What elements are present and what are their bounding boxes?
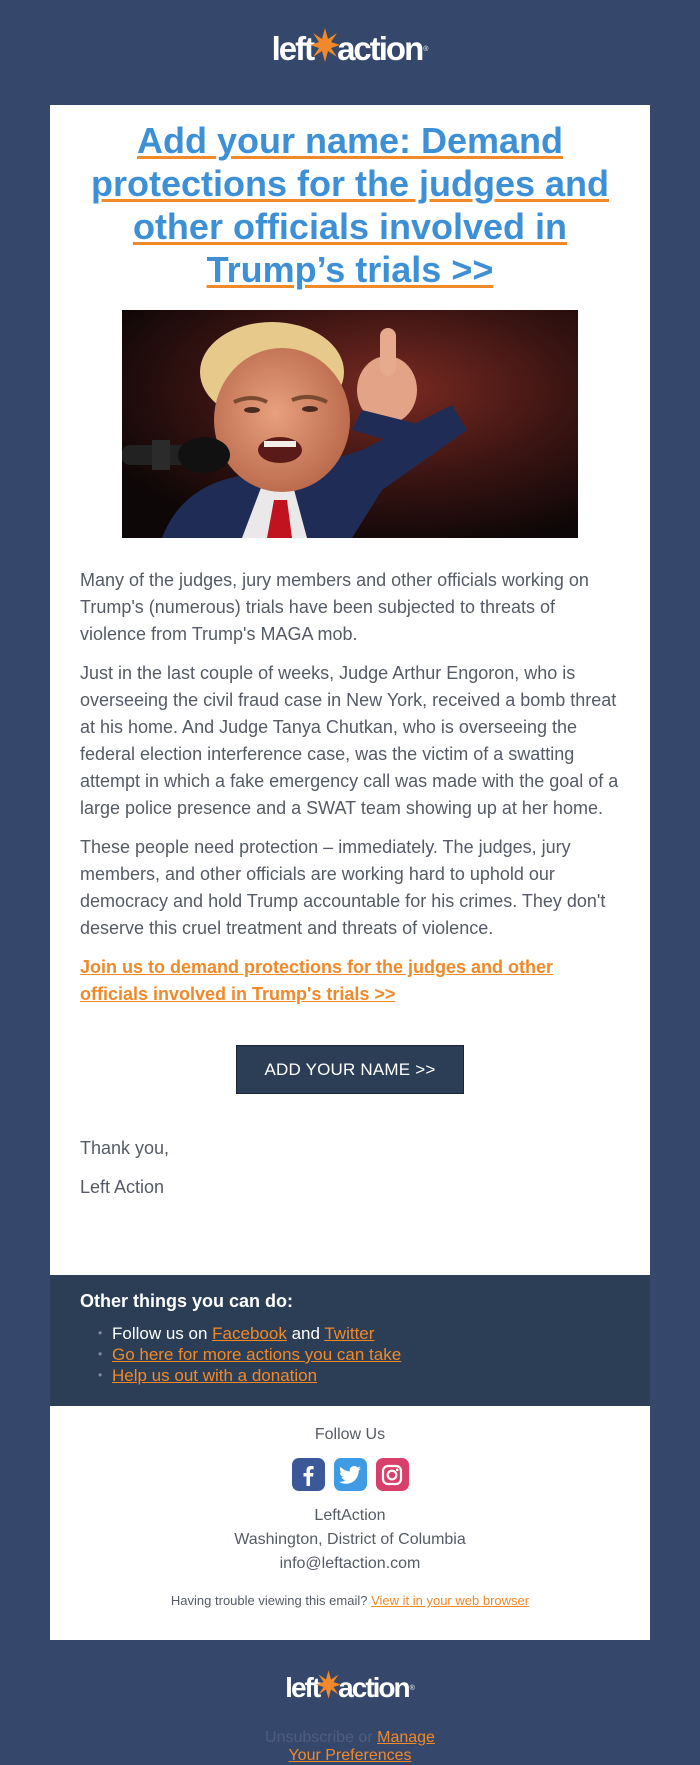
unsubscribe-line xyxy=(0,1729,700,1747)
list-item xyxy=(112,1323,401,1344)
logo-text-left: left xyxy=(285,1672,320,1703)
more-actions-link[interactable]: Go here for more actions you can take xyxy=(112,1345,402,1364)
add-your-name-button[interactable]: ADD YOUR NAME >> xyxy=(236,1045,464,1094)
list-item xyxy=(112,1365,401,1386)
donation-link[interactable]: Help us out with a donation xyxy=(112,1366,318,1385)
header-logo-wrap xyxy=(0,28,700,70)
footer-logo-wrap xyxy=(0,1670,700,1706)
preferences-line xyxy=(0,1747,700,1765)
org-location: Washington, District of Columbia xyxy=(234,1531,466,1548)
headline-link[interactable]: Add your name: Demand protections for the judges and other officials involved in Trump’s trials >> xyxy=(90,120,610,290)
paragraph-2: Just in the last couple of weeks, Judge Arthur Engoron, who is overseeing the civil fraud case in New York, received a bomb threat at his home. And Judge Tanya Chutkan, who is overseeing the federal election interference case, was the victim of a swatting attempt in which a fake emergency call was made with the goal of a large police presence and a SWAT team showing up at her home. xyxy=(80,663,619,818)
other-actions-panel xyxy=(50,1275,650,1406)
logo-text-right: action xyxy=(337,30,423,67)
other-actions-heading: Other things you can do: xyxy=(80,1291,294,1311)
cta-link[interactable]: Join us to demand protections for the judges and other officials involved in Trump's trials >> xyxy=(80,957,554,1004)
unsubscribe-link[interactable]: Unsubscribe xyxy=(265,1729,354,1746)
starburst-icon xyxy=(316,1670,341,1706)
starburst-icon xyxy=(310,28,340,70)
photo-illustration xyxy=(122,310,578,538)
manage-link[interactable]: Manage xyxy=(377,1729,435,1746)
facebook-link[interactable]: Facebook xyxy=(212,1324,287,1343)
org-email: info@leftaction.com xyxy=(279,1555,421,1572)
thanks-text: Thank you, xyxy=(80,1138,170,1158)
and-text: and xyxy=(286,1324,325,1343)
logo-text-left: left xyxy=(271,30,314,67)
paragraph-1: Many of the judges, jury members and other officials working on Trump's (numerous) trials have been subjected to threats of violence from Trump's MAGA mob. xyxy=(80,570,589,644)
paragraph-3: These people need protection – immediately. The judges, jury members, and other officials are working hard to uphold our democracy and hold Trump accountable for his crimes. They don't deserve this cruel treatment and threats of violence. xyxy=(80,837,606,938)
logo-text-right: action xyxy=(338,1672,409,1703)
trouble-viewing xyxy=(50,1593,650,1608)
trouble-text: Having trouble viewing this email? xyxy=(170,1593,372,1608)
headline xyxy=(80,119,620,291)
preferences-link[interactable]: Your Preferences xyxy=(288,1747,412,1764)
follow-prefix: Follow us on xyxy=(112,1324,213,1343)
leftaction-logo[interactable] xyxy=(272,28,429,70)
instagram-icon[interactable] xyxy=(376,1458,409,1491)
twitter-link[interactable]: Twitter xyxy=(324,1324,375,1343)
facebook-icon[interactable] xyxy=(292,1458,325,1491)
email-card xyxy=(50,105,650,1640)
leftaction-logo-footer[interactable] xyxy=(285,1670,415,1706)
social-icons xyxy=(50,1458,650,1491)
follow-us-label: Follow Us xyxy=(314,1426,386,1443)
other-actions-list xyxy=(112,1323,401,1386)
trademark-mark: ® xyxy=(423,45,429,53)
org-name: LeftAction xyxy=(314,1507,386,1524)
cta-paragraph xyxy=(80,954,620,1008)
or-text: or xyxy=(353,1729,378,1746)
signature-text: Left Action xyxy=(80,1177,165,1197)
trademark-mark: ® xyxy=(409,1684,415,1692)
list-item xyxy=(112,1344,401,1365)
trump-photo[interactable] xyxy=(122,310,578,538)
twitter-icon[interactable] xyxy=(334,1458,367,1491)
web-browser-link[interactable]: View it in your web browser xyxy=(371,1593,530,1608)
